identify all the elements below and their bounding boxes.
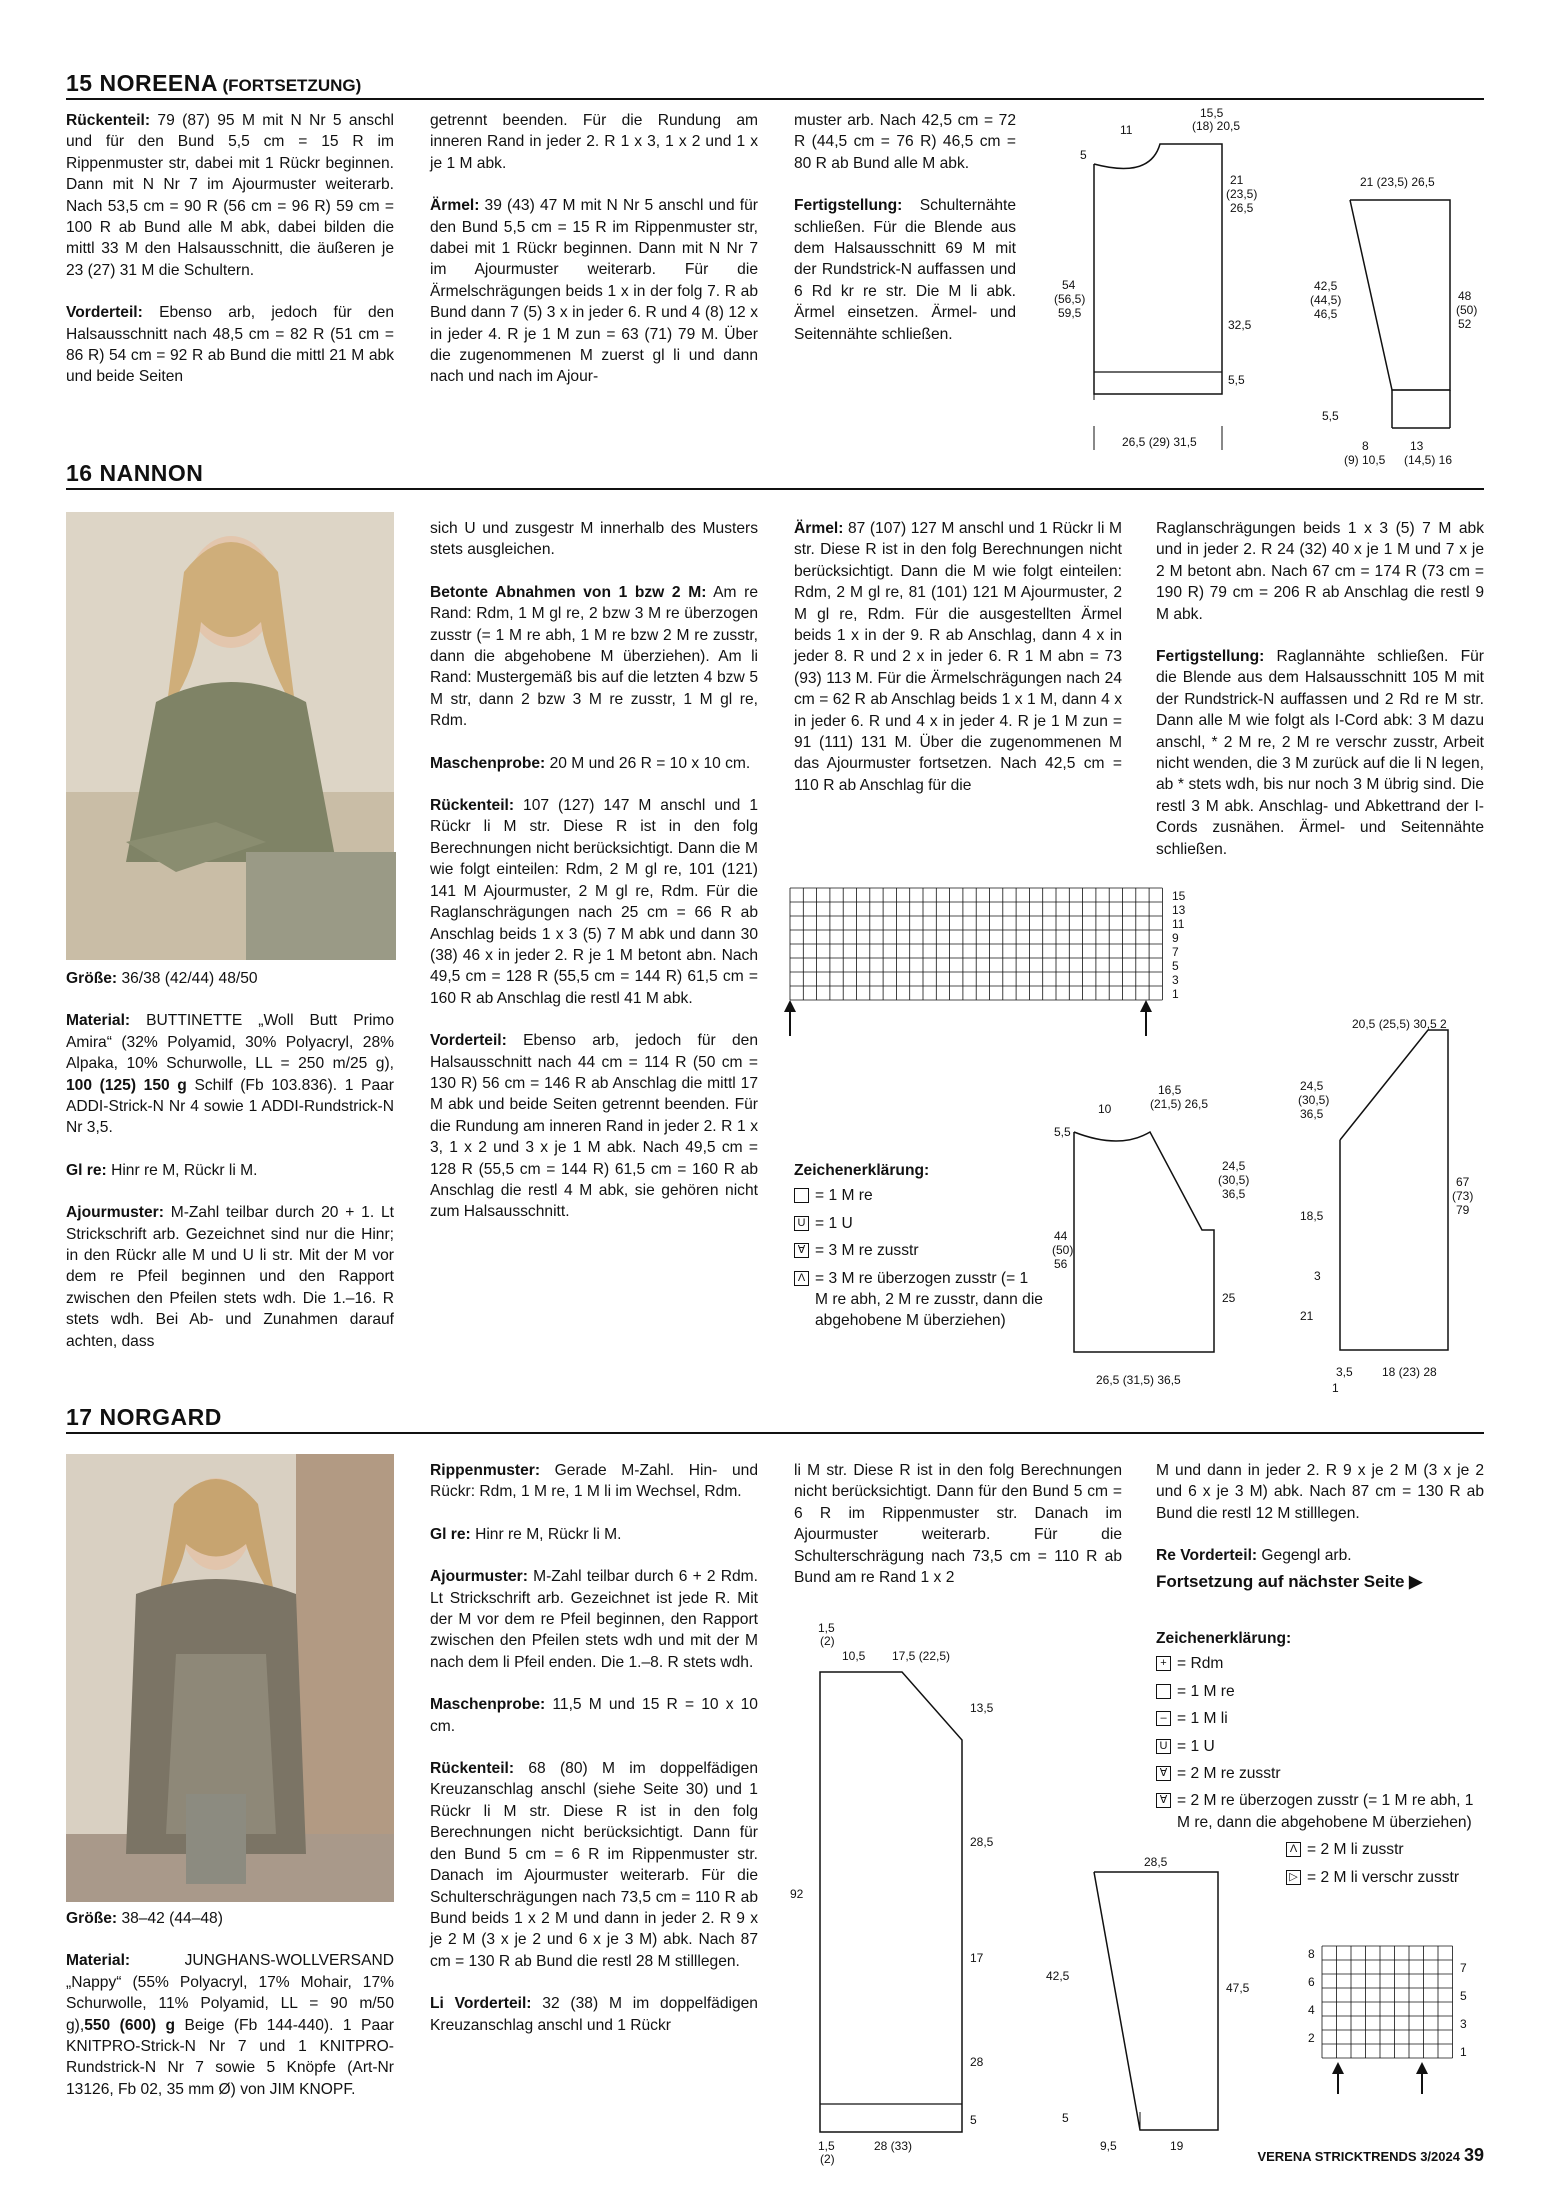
s17-d1-r135: 13,5 xyxy=(970,1701,994,1715)
s17-rib-text: Gerade M-Zahl. Hin- und Rückr: Rdm, 1 M re, 1 M li im Wechsel, Rdm. xyxy=(430,1462,758,1501)
s16-d1-l44c: 56 xyxy=(1054,1257,1068,1271)
legend-row xyxy=(794,1268,1044,1332)
s16-gauge-label: Maschenprobe: xyxy=(430,754,546,772)
s16-ajour-label: Ajourmuster: xyxy=(66,1204,164,1222)
s15-d2-r48: 48 xyxy=(1458,289,1472,303)
s15-column-1 xyxy=(66,110,394,388)
s17-ajour-label: Ajourmuster: xyxy=(430,1568,528,1586)
s16-glre-label: Gl re: xyxy=(66,1161,107,1179)
s17-material-text2: Beige (Fb 144-440). 1 Paar KNITPRO-Strick-N Nr 7 und 1 KNITPRO-Rundstrick-N Nr 7 sowie 5 Knöpfe (Art-Nr 13126, Fb 02, 35 mm Ø) von JIM KNOPF. xyxy=(66,2016,394,2098)
s17-material-label: Material: xyxy=(66,1952,131,1970)
s16-back-label: Rückenteil: xyxy=(430,797,515,815)
s15-d2-b2: (9) 10,5 xyxy=(1344,453,1386,467)
s16-d1-t10: 10 xyxy=(1098,1102,1112,1116)
s16-material-amount: 100 (125) 150 g xyxy=(66,1076,187,1094)
chart-row-label: 7 xyxy=(1460,1961,1467,1975)
s17-d1-b15b: (2) xyxy=(820,2152,835,2166)
s17-column-4 xyxy=(1156,1460,1484,1592)
s15-d2-l55: 5,5 xyxy=(1322,409,1339,423)
s16-d1-l44: 44 xyxy=(1054,1229,1068,1243)
p2tog-symbol-icon: Λ xyxy=(1286,1842,1301,1857)
s15-d2-l425: 42,5 xyxy=(1314,279,1338,293)
s17-left-front-label: Li Vorderteil: xyxy=(430,1995,532,2013)
s17-d1-l92: 92 xyxy=(790,1887,804,1901)
s17-column-3 xyxy=(794,1460,1122,1588)
s15-d2-r48b: (50) xyxy=(1456,303,1478,317)
s16-size-text: 36/38 (42/44) 48/50 xyxy=(117,970,258,987)
legend-text: = 1 U xyxy=(815,1214,853,1232)
knit-symbol-icon xyxy=(1156,1684,1171,1699)
s17-rib-label: Rippenmuster: xyxy=(430,1462,541,1479)
chart-row-label: 8 xyxy=(1308,1947,1315,1961)
s15-d1-r21b: (23,5) xyxy=(1226,187,1258,201)
s16-d2-l245: 24,5 xyxy=(1300,1079,1324,1093)
s16-column-3 xyxy=(794,518,1122,796)
s16-decrease-label: Betonte Abnahmen von 1 bzw 2 M: xyxy=(430,583,707,601)
chart-row-label: 1 xyxy=(1172,987,1179,1001)
s15-d2-l425b: (44,5) xyxy=(1310,293,1342,307)
yarn-over-symbol-icon: U xyxy=(1156,1739,1171,1754)
s16-d2-r67b: (73) xyxy=(1452,1189,1474,1203)
s16-d2-l21: 21 xyxy=(1300,1309,1314,1323)
legend-text: = 3 M re überzogen zusstr (= 1 M re abh, 2 M re zusstr, dann die abgehobene M überziehen) xyxy=(815,1269,1043,1330)
s17-size-label: Größe: xyxy=(66,1910,118,1927)
legend-row xyxy=(794,1240,1044,1261)
s17-cont2-text: M und dann in jeder 2. R 9 x je 2 M (3 x je 2 und 6 x je 3 M) abk. Nach 87 cm = 130 R ab Bund die restl 12 M stilllegen. xyxy=(1156,1462,1484,1522)
chart-row-label: 2 xyxy=(1308,2031,1315,2045)
legend-text: = 2 M re überzogen zusstr (= 1 M re abh, 1 M re, dann die abgehobene M überziehen) xyxy=(1177,1792,1474,1831)
s15-d2-top: 21 (23,5) 26,5 xyxy=(1360,175,1435,189)
s16-d2-b1: 1 xyxy=(1332,1381,1339,1395)
s15-cont-text: getrennt beenden. Für die Rundung am inneren Rand in jeder 2. R 1 x 3, 1 x 2 und 1 x je 1 M abk. xyxy=(430,112,758,172)
s15-back-label: Rückenteil: xyxy=(66,112,151,129)
section-header-15 xyxy=(66,70,1484,100)
s16-d2-r67: 67 xyxy=(1456,1175,1470,1189)
legend-text: = 1 M re xyxy=(815,1187,873,1205)
s15-d1-l54c: 59,5 xyxy=(1058,306,1082,320)
s17-glre-label: Gl re: xyxy=(430,1525,471,1543)
s16-d2-b18: 18 (23) 28 xyxy=(1382,1365,1437,1379)
s15-back-text: 79 (87) 95 M mit N Nr 5 anschl und für den Bund 5,5 cm = 15 R im Rippenmuster str, dabei mit 1 Rückr beginnen. Dann mit N Nr 7 im Ajourmuster weiterarb. Nach 53,5 cm = 90 R (56 cm = 96 R) 59 cm = 100 R ab Bund alle M abk, dabei bilden die mittl 33 M den Halsausschnitt, die äußeren je 23 (27) 31 M die Schultern. xyxy=(66,112,394,279)
s15-d2-b8: 8 xyxy=(1362,439,1369,453)
s15-front-text: Ebenso arb, jedoch für den Halsausschnitt nach 48,5 cm = 82 R (51 cm = 86 R) 54 cm = 92 R ab Bund die mittl 21 M abk und beide Seiten xyxy=(66,304,394,386)
yarn-over-symbol-icon: U xyxy=(794,1216,809,1231)
s16-d1-r25: 25 xyxy=(1222,1291,1236,1305)
s15-d2-r48c: 52 xyxy=(1458,317,1472,331)
chart-row-label: 5 xyxy=(1460,1989,1467,2003)
s15-sleeve-schematic xyxy=(1300,160,1500,480)
s17-column-2 xyxy=(430,1460,758,2036)
s16-finish-text: Raglannähte schließen. Für die Blende aus dem Halsausschnitt 105 M mit der Rundstrick-N auffassen und 2 Rd re M str. Dann alle M wie folgt als I-Cord abk: 3 M dazu anschl, * 2 M re, 2 M re verschr zusstr, Arbeit nicht wenden, die 3 M zurück auf die li N legen, ab * stets wdh, bis nur noch 3 M übrig sind. Die restl 3 M abk. Anschlag- und Abkettrand der I-Cords zusnähen. Ärmel- und Seitennähte schließen. xyxy=(1156,648,1484,858)
s15-d1-l5: 5 xyxy=(1080,148,1087,162)
s17-size-text: 38–42 (44–48) xyxy=(117,1910,223,1927)
legend-text: = 1 M li xyxy=(1177,1710,1228,1728)
s16-d1-bottom: 26,5 (31,5) 36,5 xyxy=(1096,1373,1181,1387)
s16-decrease-text: Am re Rand: Rdm, 1 M gl re, 2 bzw 3 M re überzogen zusstr (= 1 M re abh, 1 M re bzw 2 M re zusstr, dann die abgehobene M überziehen). Am li Rand: Mustergemäß bis auf die letzten 4 bzw 5 M str, dann 2 bzw 3 M re zusstr, 1 M gl re, Rdm. xyxy=(430,583,759,730)
s16-knitting-chart xyxy=(790,886,1200,1086)
s16-d2-top2: 2 xyxy=(1440,1017,1447,1031)
s15-d1-l54: 54 xyxy=(1062,278,1076,292)
legend-row xyxy=(1156,1708,1486,1729)
s15-body-schematic xyxy=(1040,104,1280,459)
s16-sleeve-schematic xyxy=(1300,1000,1500,1400)
legend-row xyxy=(794,1213,1044,1234)
s16-front-label: Vorderteil: xyxy=(430,1032,507,1050)
legend-title: Zeichenerklärung: xyxy=(1156,1630,1292,1647)
s16-d2-l185: 18,5 xyxy=(1300,1209,1324,1223)
s17-d1-r285: 28,5 xyxy=(970,1835,994,1849)
s15-d1-r21c: 26,5 xyxy=(1230,201,1254,215)
s15-d1-l11: 11 xyxy=(1120,123,1133,137)
s16-cont-text: sich U und zusgestr M innerhalb des Musters stets ausgleichen. xyxy=(430,520,758,559)
s17-cont-text: li M str. Diese R ist in den folg Berechnungen nicht berücksichtigt. Dann für den Bund 5 cm = 6 R im Rippenmuster str. Danach im Ajourmuster weiterarb. Für die Schulterschrägung nach 73,5 cm = 110 R ab Bund am re Rand 1 x 2 xyxy=(794,1462,1122,1587)
s17-d1-t105: 10,5 xyxy=(842,1649,866,1663)
chart-row-label: 4 xyxy=(1308,2003,1315,2017)
s17-ajour-text: M-Zahl teilbar durch 6 + 2 Rdm. Lt Strickschrift arb. Gezeichnet ist jede R. Mit der M vor dem re Pfeil beginnen, den Rapport zwischen den Pfeilen stets wdh und mit der M nach dem li Pfeil enden. Die 1.–8. R stets wdh. xyxy=(430,1568,758,1671)
s16-back-text: 107 (127) 147 M anschl und 1 Rückr li M str. Diese R ist in den folg Berechnungen nicht berücksichtigt. Dann die M wie folgt einteilen: Rdm, 2 M gl re, 101 (121) 141 M Ajourmuster, 2 M gl re, Rdm. Für die Raglanschrägungen nach 25 cm = 66 R ab Anschlag beids 1 x 3 (5) 7 M abk und dann 30 (38) 46 x in jeder 2. R je 1 M betont abn. Nach 49,5 cm = 128 R (55,5 cm = 144 R) 61,5 cm = 160 R ab Anschlag die restl 41 M abk. xyxy=(430,797,758,1007)
s16-material-text2: Schilf (Fb 103.836). 1 Paar ADDI-Strick-N Nr 4 sowie 1 ADDI-Rundstrick-N Nr 3,5. xyxy=(66,1076,394,1137)
s16-ajour-text: M-Zahl teilbar durch 20 + 1. Lt Strickschrift arb. Gezeichnet sind nur die Hinr; in den Rückr alle M und U li str. Mit der M vor dem re Pfeil beginnen und den Rapport zwischen den Pfeilen stets wdh. Die 1.–16. R stets wdh. Bei Ab- und Zunahmen darauf achten, dass xyxy=(66,1204,394,1350)
s15-sleeve-label: Ärmel: xyxy=(430,197,480,215)
section-title: 16 NANNON xyxy=(66,460,204,486)
chart-row-label: 1 xyxy=(1460,2045,1467,2059)
s17-sleeve-schematic xyxy=(1040,1840,1260,2160)
selvedge-symbol-icon: + xyxy=(1156,1656,1171,1671)
s16-d2-top: 20,5 (25,5) 30,5 xyxy=(1352,1017,1437,1031)
s15-d2-b13: 13 xyxy=(1410,439,1424,453)
chart-row-label: 11 xyxy=(1172,917,1185,931)
s16-sleeve-label: Ärmel: xyxy=(794,520,844,537)
s17-material-amount: 550 (600) g xyxy=(84,2016,176,2034)
s17-d1-t15: 1,5 xyxy=(818,1621,835,1635)
s15-d1-r55: 5,5 xyxy=(1228,373,1245,387)
s15-d2-b3: (14,5) 16 xyxy=(1404,453,1453,467)
s15-finish-text: Schulternähte schließen. Für die Blende aus dem Halsausschnitt 69 M mit der Rundstrick-N auffassen und 6 Rd kr re str. Die M li abk. Ärmel einsetzen. Ärmel- und Seitennähte schließen. xyxy=(794,197,1016,343)
s15-d1-top2: (18) 20,5 xyxy=(1192,119,1241,133)
s17-d1-b15: 1,5 xyxy=(818,2139,835,2153)
s17-d2-b95: 9,5 xyxy=(1100,2139,1117,2153)
s17-material-text: JUNGHANS-WOLLVERSAND „Nappy“ (55% Polyacryl, 17% Mohair, 17% Schurwolle, 11% Polyamid, LL = 90 m/50 g), xyxy=(66,1952,394,2034)
legend-row xyxy=(1156,1763,1486,1784)
s15-d1-r21: 21 xyxy=(1230,173,1244,187)
legend-title: Zeichenerklärung: xyxy=(794,1162,930,1179)
s17-d1-b28: 28 (33) xyxy=(874,2139,913,2153)
s17-left-front-text: 32 (38) M im doppelfädigen Kreuzanschlag anschl und 1 Rückr xyxy=(430,1995,758,2034)
s17-d2-top: 28,5 xyxy=(1144,1855,1168,1869)
legend-row xyxy=(794,1185,1044,1206)
chart-row-label: 15 xyxy=(1172,889,1186,903)
legend-text: = 1 U xyxy=(1177,1737,1215,1755)
s16-d1-t165: 16,5 xyxy=(1158,1083,1182,1097)
s16-material-text: BUTTINETTE „Woll Butt Primo Amira“ (32% Polyamid, 30% Polyacryl, 28% Alpaka, 10% Schurwolle, LL = 250 m/25 g), xyxy=(66,1012,394,1073)
ssk-symbol-icon: ∀ xyxy=(1156,1793,1171,1808)
s16-gauge-text: 20 M und 26 R = 10 x 10 cm. xyxy=(545,754,751,772)
s16-sleeve-text: 87 (107) 127 M anschl und 1 Rückr li M str. Diese R ist in den folg Berechnungen nicht berücksichtigt. Dann die M wie folgt einteilen: Rdm, 2 M gl re, 81 (101) 121 M Ajourmuster, 2 M gl re, Rdm. Für die ausgestellten Ärmel beids 1 x in der 9. R ab Anschlag, dann 4 x in jeder 8. R und 2 x in jeder 6. R 1 M abn = 73 (93) 113 M. Für die Ärmelschrägungen nach 24 cm = 62 R ab Anschlag beids 1 x 1 M, dann 4 x in jeder 6. R und 4 x in jeder 4. R je 1 M zun = 91 (111) 131 M. Über die zugenommenen M das Ajourmuster fortsetzen. Nach 42,5 cm = 110 R ab Anschlag für die xyxy=(794,520,1122,794)
s16-d2-r67c: 79 xyxy=(1456,1203,1470,1217)
s16-finish-label: Fertigstellung: xyxy=(1156,648,1265,666)
legend-text: = 2 M re zusstr xyxy=(1177,1765,1281,1783)
purl-symbol-icon: – xyxy=(1156,1711,1171,1726)
s16-model-photo xyxy=(66,512,394,960)
page-footer xyxy=(1257,2145,1484,2166)
s17-d1-t175: 17,5 (22,5) xyxy=(892,1649,951,1663)
s15-column-3 xyxy=(794,110,1016,345)
chart-row-label: 13 xyxy=(1172,903,1186,917)
page-number: 39 xyxy=(1463,2145,1484,2165)
legend-row xyxy=(1286,1839,1486,1860)
s16-d1-r245: 24,5 xyxy=(1222,1159,1246,1173)
s15-d1-top: 15,5 xyxy=(1200,106,1224,120)
s17-back-text: 68 (80) M im doppelfädigen Kreuzanschlag anschl (siehe Seite 30) und 1 Rückr li M str. Diese R ist in den folg Berechnungen nicht berücksichtigt. Dann für den Bund 5 cm = 6 R im Rippenmuster str. Danach im Ajourmuster weiterarb. Für die Schulterschrägungen nach 73,5 cm = 110 R ab Bund beids 1 x 2 M und dann in jeder 2. R 9 x je 2 M (3 x je 2 und 6 x je 3 M) abk. Nach 87 cm = 130 R ab Bund die restl 28 M stilllegen. xyxy=(430,1760,758,1970)
k2tog-symbol-icon: ∀ xyxy=(1156,1766,1171,1781)
chart-row-label: 6 xyxy=(1308,1975,1315,1989)
s15-cont2-text: muster arb. Nach 42,5 cm = 72 R (44,5 cm = 76 R) 46,5 cm = 80 R ab Bund alle M abk. xyxy=(794,112,1016,172)
s17-d1-r28: 28 xyxy=(970,2055,984,2069)
legend-row xyxy=(1286,1867,1486,1888)
legend-row xyxy=(1156,1681,1486,1702)
sk2p-symbol-icon: Λ xyxy=(794,1271,809,1286)
s16-size-label: Größe: xyxy=(66,970,118,987)
s16-d2-b35: 3,5 xyxy=(1336,1365,1353,1379)
s16-d1-l44b: (50) xyxy=(1052,1243,1074,1257)
legend-row xyxy=(1156,1736,1486,1757)
chart-row-label: 3 xyxy=(1460,2017,1467,2031)
s15-sleeve-text: 39 (43) 47 M mit N Nr 5 anschl und für den Bund 5,5 cm = 15 R im Rippenmuster str, dabei mit 1 Rückr beginnen. Dann mit N Nr 7 im Ajourmuster weiterarb. Für die Ärmelschrägungen beids 1 x in der folg 7. R ab Bund dann 7 (5) 3 x in jeder 6. R und 4 (8) 12 x in jeder 4. R je 1 M zun = 63 (71) 79 M. Über die zugenommenen M zuerst gl li und dann nach und nach im Ajour- xyxy=(430,197,758,386)
s17-d2-b19: 19 xyxy=(1170,2139,1184,2153)
s17-right-front-text: Gegengl arb. xyxy=(1257,1547,1352,1565)
s15-finish-label: Fertigstellung: xyxy=(794,197,903,215)
legend-text: = 2 M li verschr zusstr xyxy=(1307,1868,1460,1886)
magazine-name: VERENA STRICKTRENDS 3/2024 xyxy=(1257,2149,1460,2164)
s17-glre-text: Hinr re M, Rückr li M. xyxy=(470,1525,622,1543)
s16-d1-l55: 5,5 xyxy=(1054,1125,1071,1139)
s16-d2-l245c: 36,5 xyxy=(1300,1107,1324,1121)
s16-body-schematic xyxy=(1040,1080,1250,1400)
legend-text: = 2 M li zusstr xyxy=(1307,1841,1404,1859)
s16-raglan-text: Raglanschrägungen beids 1 x 3 (5) 7 M abk und in jeder 2. R 24 (32) 40 x je 1 M und 7 x je 2 M betont abn. Nach 67 cm = 174 R (73 cm = 190 R) 79 cm = 206 R ab Anschlag die restl 9 M abk. xyxy=(1156,520,1484,623)
s15-d1-bottom: 26,5 (29) 31,5 xyxy=(1122,435,1197,449)
chart-row-label: 3 xyxy=(1172,973,1179,987)
s17-d1-r17: 17 xyxy=(970,1951,984,1965)
section-title: 15 NOREENA xyxy=(66,70,218,96)
s17-gauge-text: 11,5 M und 15 R = 10 x 10 cm. xyxy=(430,1696,758,1735)
s16-d2-l3: 3 xyxy=(1314,1269,1321,1283)
legend-row xyxy=(1156,1790,1486,1833)
s16-column-1 xyxy=(66,968,394,1352)
s17-d2-l5: 5 xyxy=(1062,2111,1069,2125)
s16-d1-r245c: 36,5 xyxy=(1222,1187,1246,1201)
legend-text: = 1 M re xyxy=(1177,1682,1235,1700)
s15-d1-l54b: (56,5) xyxy=(1054,292,1086,306)
s17-gauge-label: Maschenprobe: xyxy=(430,1696,546,1714)
s15-front-label: Vorderteil: xyxy=(66,304,143,322)
s16-glre-text: Hinr re M, Rückr li M. xyxy=(106,1161,258,1179)
legend-text: = 3 M re zusstr xyxy=(815,1242,919,1260)
s17-back-label: Rückenteil: xyxy=(430,1760,515,1778)
s17-d1-r5: 5 xyxy=(970,2113,977,2127)
s15-column-2 xyxy=(430,110,758,388)
section-header-16 xyxy=(66,460,1484,490)
s17-column-1 xyxy=(66,1908,394,2100)
s16-d2-l245b: (30,5) xyxy=(1298,1093,1330,1107)
s17-right-front-label: Re Vorderteil: xyxy=(1156,1547,1258,1565)
s16-column-2 xyxy=(430,518,758,1223)
s16-d1-r245b: (30,5) xyxy=(1218,1173,1250,1187)
s15-d2-l425c: 46,5 xyxy=(1314,307,1338,321)
s17-d1-t15b: (2) xyxy=(820,1634,835,1648)
s16-d1-t165b: (21,5) 26,5 xyxy=(1150,1097,1209,1111)
continued-next-page: Fortsetzung auf nächster Seite ▶ xyxy=(1156,1571,1423,1591)
s17-d2-l425: 42,5 xyxy=(1046,1969,1070,1983)
s15-d1-r325: 32,5 xyxy=(1228,318,1252,332)
s16-legend xyxy=(794,1160,1044,1338)
s16-front-text: Ebenso arb, jedoch für den Halsausschnitt nach 44 cm = 114 R (50 cm = 130 R) 56 cm = 146 R ab Anschlag die mittl 17 M abk und beide Seiten getrennt beenden. Für die Rundung am inneren Rand in jeder 2. R 1 x 3, 1 x 2 und 3 x je 1 M abk. Nach 49,5 cm = 128 R (55,5 cm = 144 R) 61,5 cm = 160 R ab Anschlag die restl 4 M abk, sie gehören nicht zum Halsausschnitt. xyxy=(430,1032,758,1221)
section-subtitle: (FORTSETZUNG) xyxy=(222,76,362,95)
knit-symbol-icon xyxy=(794,1188,809,1203)
k3tog-symbol-icon: ∀ xyxy=(794,1243,809,1258)
s17-d2-r475: 47,5 xyxy=(1226,1981,1250,1995)
legend-text: = Rdm xyxy=(1177,1655,1224,1673)
s17-model-photo xyxy=(66,1454,394,1902)
legend-row xyxy=(1156,1653,1486,1674)
chart-row-label: 7 xyxy=(1172,945,1179,959)
s17-knitting-chart xyxy=(1300,1944,1500,2104)
p2tog-tbl-symbol-icon: ▷ xyxy=(1286,1870,1301,1885)
chart-row-label: 9 xyxy=(1172,931,1179,945)
section-header-17 xyxy=(66,1404,1484,1434)
chart-row-label: 5 xyxy=(1172,959,1179,973)
s16-material-label: Material: xyxy=(66,1012,131,1030)
s16-column-4 xyxy=(1156,518,1484,860)
s17-body-schematic xyxy=(790,1612,994,2172)
section-title: 17 NORGARD xyxy=(66,1404,222,1430)
